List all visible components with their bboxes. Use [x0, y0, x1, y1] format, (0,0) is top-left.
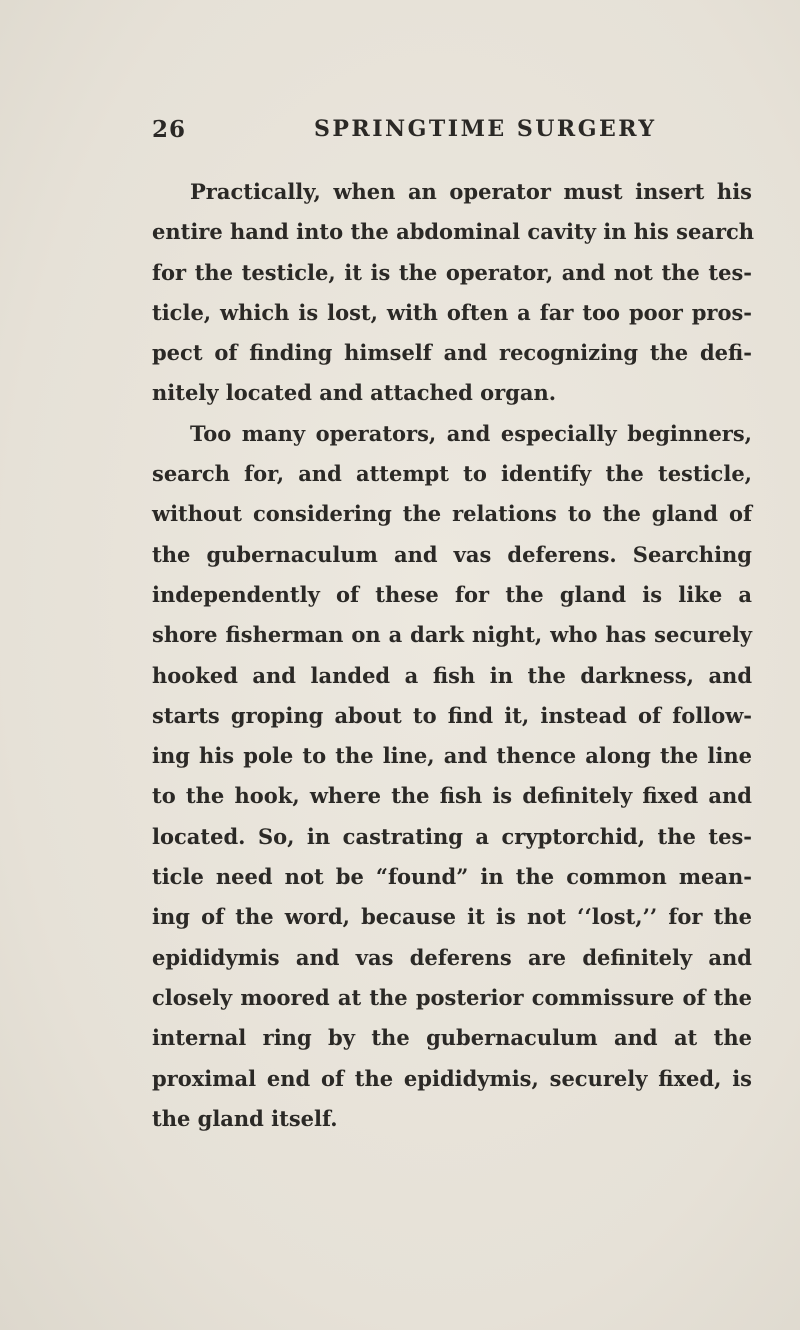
text-line: ing his pole to the line, and thence along the line: [152, 743, 752, 769]
text-line: internal ring by the gubernaculum and at the: [152, 1025, 752, 1051]
running-title: SPRINGTIME SURGERY: [314, 116, 657, 142]
text-line: the gland itself.: [152, 1105, 338, 1131]
text-line: ticle, which is lost, with often a far too poor pros-: [152, 299, 752, 325]
text-line: to the hook, where the fish is definitely fixed and: [152, 783, 752, 809]
text-line: located. So, in castrating a cryptorchid, the tes-: [152, 823, 752, 849]
text-line: shore fisherman on a dark night, who has securely: [152, 622, 752, 648]
text-line: without considering the relations to the gland of: [152, 501, 752, 527]
text-line: nitely located and attached organ.: [152, 380, 557, 406]
text-line: for the testicle, it is the operator, and not the tes-: [152, 259, 752, 285]
text-line: the gubernaculum and vas deferens. Searching: [152, 541, 752, 567]
text-line: starts groping about to find it, instead of follow-: [152, 702, 752, 728]
text-line: ticle need not be “found” in the common mean-: [152, 864, 752, 890]
body-text: [152, 172, 755, 1139]
paragraph: [152, 172, 755, 414]
text-line: ing of the word, because it is not ‘‘lost,’’ for the: [152, 904, 752, 930]
text-line: pect of finding himself and recognizing the defi-: [152, 340, 752, 366]
running-head: [152, 116, 712, 148]
text-line: closely moored at the posterior commissure of the: [152, 984, 752, 1010]
text-line: proximal end of the epididymis, securely fixed, is: [152, 1065, 752, 1091]
text-line: epididymis and vas deferens are definitely and: [152, 944, 752, 970]
text-line: hooked and landed a fish in the darkness, and: [152, 662, 752, 688]
text-line: independently of these for the gland is like a: [152, 581, 752, 607]
page-number: 26: [152, 116, 187, 143]
text-line: Too many operators, and especially beginners,: [190, 420, 752, 446]
text-line: Practically, when an operator must insert his: [190, 179, 752, 204]
text-line: entire hand into the abdominal cavity in his search: [152, 219, 755, 245]
text-line: search for, and attempt to identify the testicle,: [152, 461, 752, 487]
paragraph: [152, 414, 752, 1139]
